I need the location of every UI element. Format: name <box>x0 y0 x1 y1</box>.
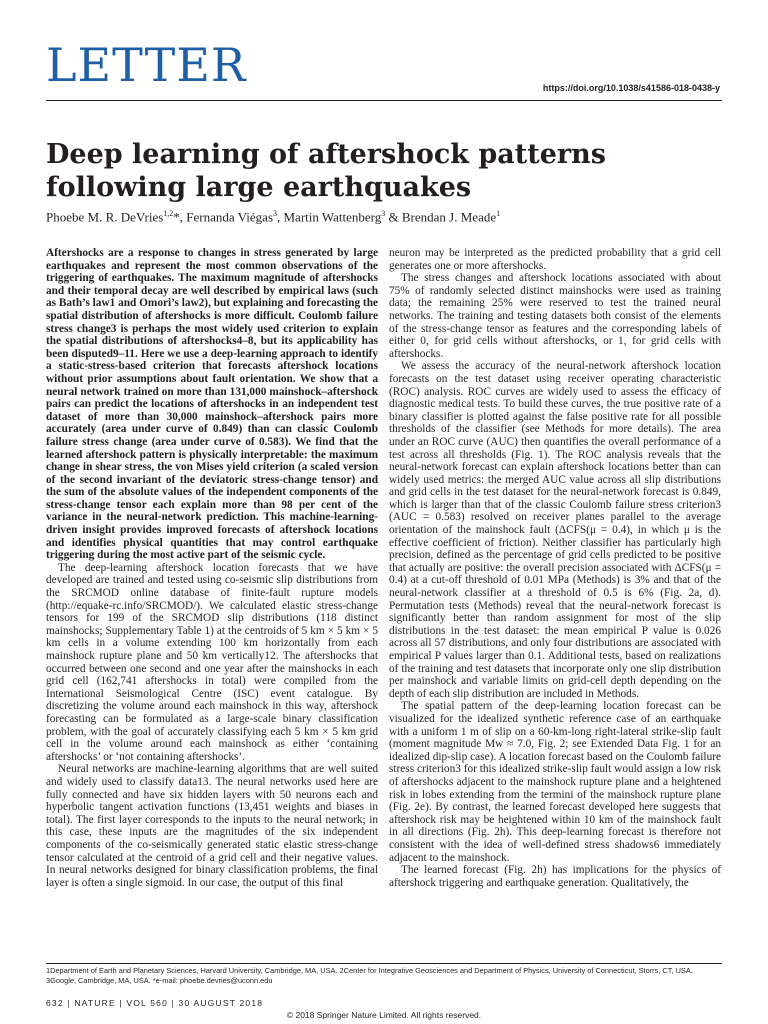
author-separator: , <box>277 209 284 225</box>
body-paragraph: Neural networks are machine-learning algorithms that are well suited and widely used to classify data13. The neural networks used here are fully connected and have six hidden layers with 50 neurons each and hyperbolic tangent activation functions (13,451 weights and biases in total). The first layer corresponds to the inputs to the neural network; in this case, these inputs are the magnitudes of the six independent components of the co-seismically generated static elastic stress-change tensor calculated at the centroid of a grid cell and their negative values. In neural networks designed for binary classification problems, the final layer is often a single sigmoid. In our case, the output of this final <box>46 763 378 889</box>
body-paragraph: The deep-learning aftershock location forecasts that we have developed are trained and tested using co-seismic slip distributions from the SRCMOD online database of finite-fault rupture models (http://equake-rc.info/SRCMOD/). We calculated elastic stress-change tensors for 199 of the SRCMOD slip distributions (118 distinct mainshocks; Supplementary Table 1) at the centroids of 5 km × 5 km × 5 km cells in a volume extending 100 km horizontally from each mainshock rupture plane and 50 km vertically12. The aftershocks that occurred between one second and one year after the mainshocks in each grid cell (162,741 aftershocks in total) were compiled from the International Seismological Centre (ISC) event catalogue. By discretizing the volume around each mainshock in this way, aftershock forecasting can be formulated as a large-scale binary classification problem, with the goal of accurately classifying each 5 km × 5 km grid cell in the volume around each mainshock as either ‘containing aftershocks’ or ‘not containing aftershocks’. <box>46 561 378 763</box>
affiliation-marker: 1 <box>496 209 501 218</box>
affiliation-marker: 1,2 <box>163 209 174 218</box>
body-paragraph: We assess the accuracy of the neural-network aftershock location forecasts on the test dataset using receiver operating characteristic (ROC) analysis. ROC curves are widely used to assess the efficacy of diagnostic medical tests. To build these curves, the true positive rate of a binary classifier is plotted against the false positive rate for all possible thresholds of the classifier (see Methods for more details). The area under an ROC curve (AUC) then quantifies the overall performance of a test across all thresholds (Fig. 1). The ROC analysis reveals that the neural-network forecast can explain aftershock locations better than can widely used metrics: the merged AUC value across all slip distributions and grid cells in the test dataset for the neural-network forecast is 0.849, which is larger than that of the classic Coulomb failure stress criterion3 (AUC = 0.583) resolved on receiver planes parallel to the average orientation of the mainshock fault (ΔCFS(μ = 0.4), in which μ is the effective coefficient of friction). Neither classifier has particularly high precision, defined as the percentage of grid cells predicted to be positive that actually are positive: the overall precision associated with ΔCFS(μ = 0.4) at a cut-off threshold of 0.01 MPa (Methods) is 3% and that of the neural-network classifier at a threshold of 0.5 is 6% (Fig. 2a, d). Permutation tests (Methods) reveal that the neural-network forecast is significantly better than random assignment for most of the slip distributions in the test dataset: the mean empirical P value is 0.026 across all 57 distributions, and only four distributions are associated with empirical P values larger than 0.1. Additional tests, based on realizations of the training and test datasets that incorporate only one slip distribution per mainshock and variable limits on grid-cell depth depending on the depth of each slip distribution are included in Methods. <box>389 360 721 700</box>
author-name: Fernanda Viégas <box>186 209 273 225</box>
body-paragraph: The stress changes and aftershock locations associated with about 75% of randomly selected distinct mainshocks were used as training data; the remaining 25% were reserved to test the trained neural networks. The training and testing datasets both consist of the elements of the stress-change tensor as features and the corresponding labels of either 0, for grid cells without aftershocks, or 1, for grid cells with aftershocks. <box>389 272 721 360</box>
article-title: Deep learning of aftershock patterns following large earthquakes <box>46 139 606 203</box>
body-paragraph: The spatial pattern of the deep-learning location forecast can be visualized for the idealized synthetic reference case of an earthquake with a uniform 1 m of slip on a 60-km-long right-lateral strike-slip fault (moment magnitude Mw ≈ 7.0, Fig. 2; see Extended Data Fig. 1 for an idealized dip-slip case). A location forecast based on the Coulomb failure stress criterion3 for this idealized strike-slip fault would assign a low risk of aftershocks adjacent to the mainshock rupture plane and a heightened risk in lobes extending from the termini of the mainshock rupture plane (Fig. 2e). By contrast, the learned forecast developed here suggests that aftershock risk may be heightened within 10 km of the mainshock fault in all directions (Fig. 2h). This deep-learning forecast is therefore not consistent with the idea of well-defined stress shadows6 immediately adjacent to the mainshock. <box>389 700 721 864</box>
body-paragraph: neuron may be interpreted as the predicted probability that a grid cell generates one or more aftershocks. <box>389 247 721 272</box>
footnote-divider <box>46 963 722 964</box>
affiliation-marker: 3 <box>381 209 386 218</box>
header-divider <box>46 100 722 101</box>
author-name: Phoebe M. R. DeVries <box>46 209 164 225</box>
corresponding-marker: * <box>173 209 180 225</box>
author-name: Martin Wattenberg <box>283 209 382 225</box>
doi-link[interactable]: https://doi.org/10.1038/s41586-018-0438-y <box>542 83 720 93</box>
copyright-notice: © 2018 Springer Nature Limited. All rights reserved. <box>286 1010 482 1020</box>
affiliation-marker: 3 <box>273 209 277 218</box>
section-label: LETTER <box>46 38 247 92</box>
affiliation-line: 3Google, Cambridge, MA, USA. *e-mail: phoebe.devries@uconn.edu <box>46 976 273 985</box>
author-separator: & <box>385 209 402 225</box>
author-separator: , <box>179 209 187 225</box>
page-footer-info: 632 | NATURE | VOL 560 | 30 AUGUST 2018 <box>46 998 264 1008</box>
author-list <box>46 206 736 224</box>
body-paragraph: The learned forecast (Fig. 2h) has implications for the physics of aftershock triggering and earthquake generation. Qualitatively, the <box>389 864 721 889</box>
body-column-right <box>389 247 721 889</box>
abstract-paragraph: Aftershocks are a response to changes in stress generated by large earthquakes and represent the most common observations of the triggering of earthquakes. The maximum magnitude of aftershocks and their temporal decay are well described by empirical laws (such as Bath’s law1 and Omori’s law2), but explaining and forecasting the spatial distribution of aftershocks is more difficult. Coulomb failure stress change3 is perhaps the most widely used criterion to explain the spatial distributions of aftershocks4–8, but its applicability has been disputed9–11. Here we use a deep-learning approach to identify a static-stress-based criterion that forecasts aftershock locations without prior assumptions about fault orientation. We show that a neural network trained on more than 131,000 mainshock–aftershock pairs can predict the locations of aftershocks in an independent test dataset of more than 30,000 mainshock–aftershock pairs more accurately (area under curve of 0.849) than can classic Coulomb failure stress change (area under curve of 0.583). We find that the learned aftershock pattern is physically interpretable: the maximum change in shear stress, the von Mises yield criterion (a scaled version of the second invariant of the deviatoric stress-change tensor) and the sum of the absolute values of the independent components of the stress-change tensor each explain more than 98 per cent of the variance in the neural-network prediction. This machine-learning-driven insight provides improved forecasts of aftershock locations and identifies physical quantities that may control earthquake triggering during the most active part of the seismic cycle. <box>46 247 378 562</box>
affiliation-line: 1Department of Earth and Planetary Sciences, Harvard University, Cambridge, MA, USA. 2Center for Integrative Geosciences and Department of Physics, University of Connecticut, Storrs, CT, USA. <box>46 966 693 975</box>
author-name: Brendan J. Meade <box>401 209 497 225</box>
affiliations <box>46 966 722 986</box>
body-column-left <box>46 247 378 889</box>
